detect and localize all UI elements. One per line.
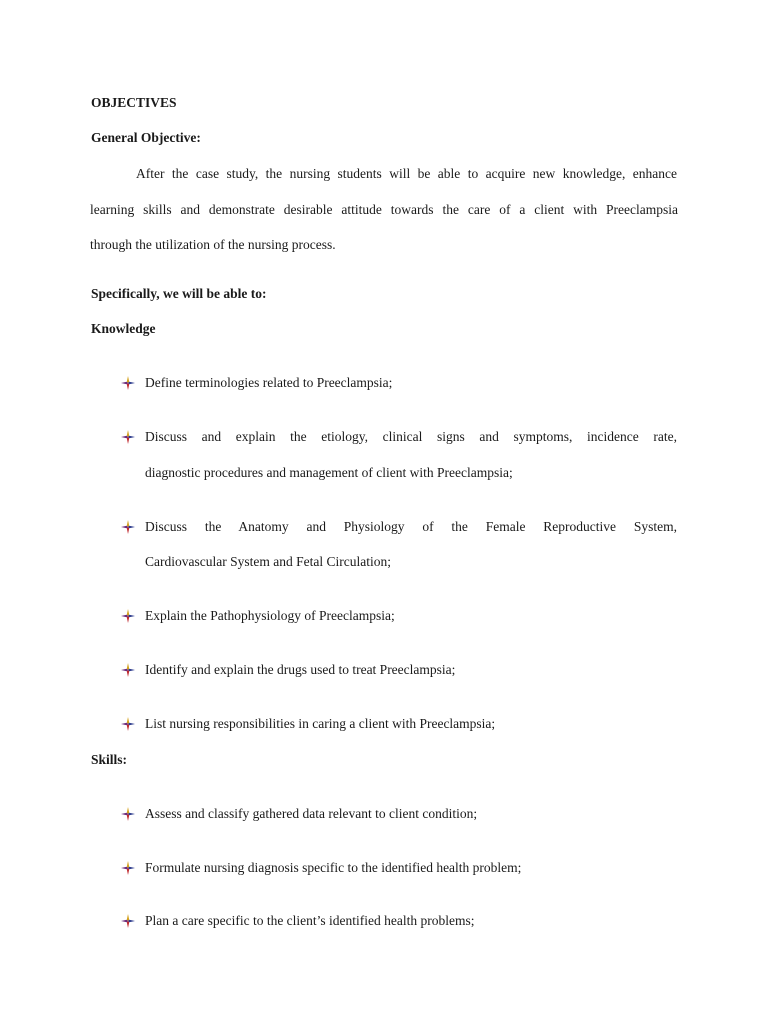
- list-item-text: Formulate nursing diagnosis specific to the identified health problem;: [145, 860, 522, 875]
- general-objective-title: General Objective:: [91, 130, 201, 145]
- four-point-star-bullet-icon: [121, 914, 135, 928]
- list-item-text: Discuss and explain the etiology, clinical signs and symptoms, incidence rate,: [145, 429, 677, 444]
- list-item-text: Plan a care specific to the client’s identified health problems;: [145, 913, 475, 928]
- list-item-text: Discuss the Anatomy and Physiology of the Female Reproductive System,: [145, 519, 677, 534]
- list-item-text: Identify and explain the drugs used to treat Preeclampsia;: [145, 662, 456, 677]
- knowledge-title: Knowledge: [91, 321, 156, 336]
- list-item-text: Explain the Pathophysiology of Preeclampsia;: [145, 608, 395, 623]
- list-item-text-continued: Cardiovascular System and Fetal Circulation;: [145, 554, 391, 569]
- four-point-star-bullet-icon: [121, 717, 135, 731]
- four-point-star-bullet-icon: [121, 376, 135, 390]
- list-item-text: List nursing responsibilities in caring a client with Preeclampsia;: [145, 716, 496, 731]
- specific-objectives-intro: Specifically, we will be able to:: [91, 286, 267, 301]
- four-point-star-bullet-icon: [121, 430, 135, 444]
- four-point-star-bullet-icon: [121, 609, 135, 623]
- general-objective-line-2: learning skills and demonstrate desirable attitude towards the care of a client with Preeclampsia: [90, 202, 678, 217]
- list-item-text: Assess and classify gathered data relevant to client condition;: [145, 806, 478, 821]
- four-point-star-bullet-icon: [121, 663, 135, 677]
- four-point-star-bullet-icon: [121, 807, 135, 821]
- four-point-star-bullet-icon: [121, 520, 135, 534]
- page-heading: OBJECTIVES: [91, 95, 177, 110]
- list-item-text: Define terminologies related to Preeclampsia;: [145, 375, 393, 390]
- four-point-star-bullet-icon: [121, 861, 135, 875]
- general-objective-line-1: After the case study, the nursing students will be able to acquire new knowledge, enhance: [136, 166, 677, 181]
- skills-title: Skills:: [91, 752, 128, 767]
- general-objective-line-3: through the utilization of the nursing process.: [90, 237, 336, 252]
- list-item-text-continued: diagnostic procedures and management of client with Preeclampsia;: [145, 465, 513, 480]
